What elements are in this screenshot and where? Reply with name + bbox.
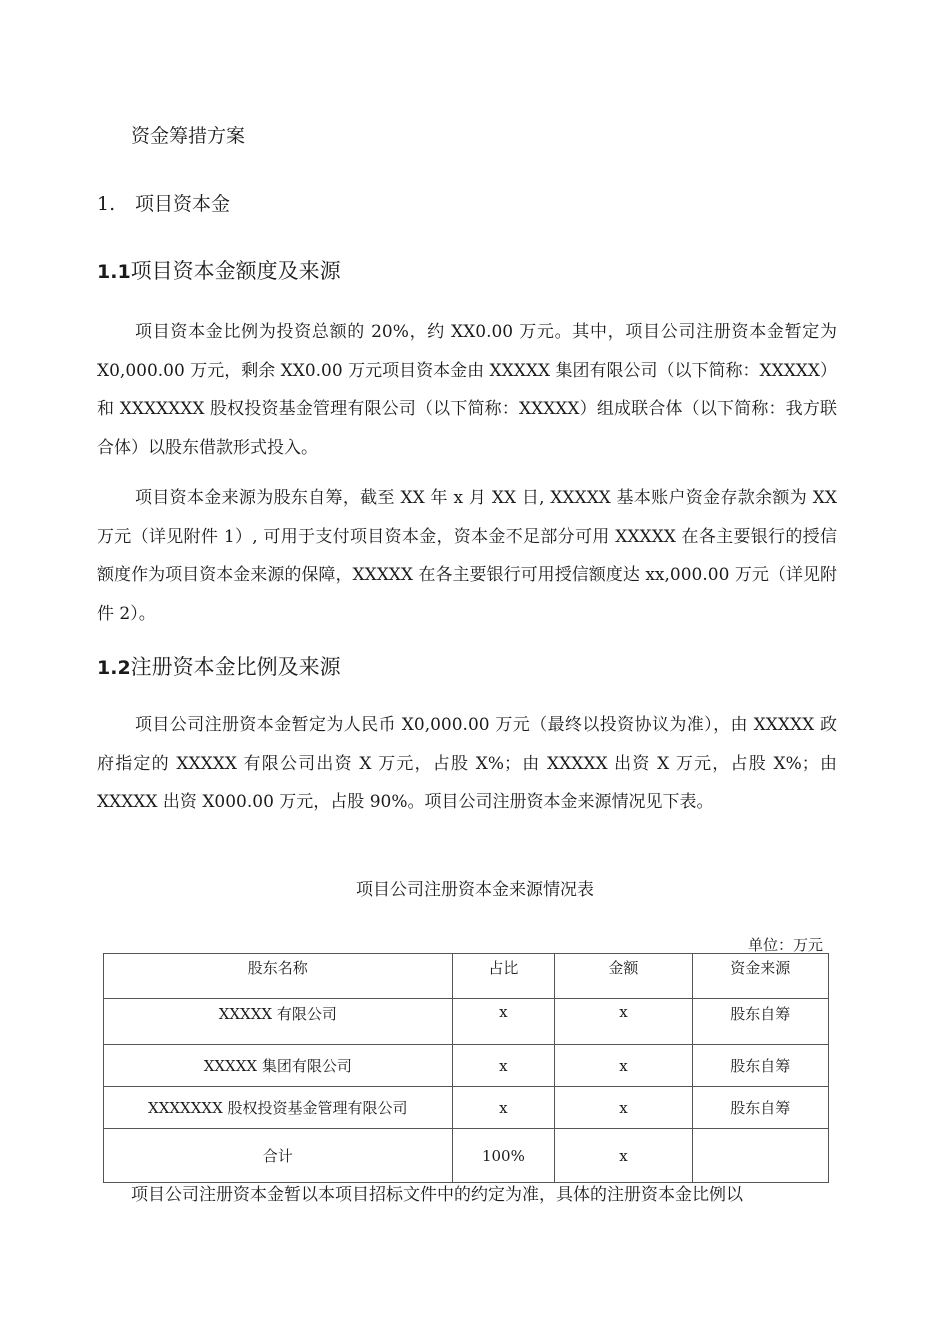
cell-shareholder: XXXXXXX 股权投资基金管理有限公司 (104, 1087, 453, 1129)
cell-total-amount: x (555, 1129, 692, 1183)
table-row (104, 1087, 829, 1129)
capital-source-table (103, 953, 829, 1183)
table-row (104, 1045, 829, 1087)
table-header-row (104, 954, 829, 999)
section-1-1-title: 项目资本金额度及来源 (130, 259, 341, 283)
cell-total-ratio: 100% (452, 1129, 555, 1183)
cell-ratio: x (452, 1045, 555, 1087)
section-1-title: 项目资本金 (135, 193, 231, 215)
section-1-2-heading (97, 651, 341, 681)
header-ratio: 占比 (452, 954, 555, 999)
document-title: 资金筹措方案 (131, 125, 246, 147)
paragraph-registered-capital: 项目公司注册资本金暂定为人民币 X0,000.00 万元（最终以投资协议为准），由 XXXXX 政府指定的 XXXXX 有限公司出资 X 万元，占股 X%；由 XXXXX 出资 X 万元，占股 X%；由 XXXXX 出资 X000.00 万元，占股 90%。项目公司注册资本金来源情况见下表。 (97, 715, 837, 812)
table-total-row (104, 1129, 829, 1183)
cell-ratio: x (452, 999, 555, 1045)
section-1-2-number: 1.2 (97, 657, 131, 679)
cell-total-label: 合计 (104, 1129, 453, 1183)
table-row (104, 999, 829, 1045)
header-shareholder: 股东名称 (104, 954, 453, 999)
section-1-number: 1. (97, 193, 116, 215)
cell-amount: x (555, 999, 692, 1045)
cell-ratio: x (452, 1087, 555, 1129)
cell-amount: x (555, 1087, 692, 1129)
cell-total-source (692, 1129, 828, 1183)
cell-shareholder: XXXXX 集团有限公司 (104, 1045, 453, 1087)
section-1-heading (97, 189, 230, 216)
cell-fund-source: 股东自筹 (692, 1045, 828, 1087)
header-fund-source: 资金来源 (692, 954, 828, 999)
table-title: 项目公司注册资本金来源情况表 (356, 880, 594, 900)
cell-fund-source: 股东自筹 (692, 1087, 828, 1129)
section-1-1-heading (97, 255, 341, 285)
cell-fund-source: 股东自筹 (692, 999, 828, 1045)
cell-amount: x (555, 1045, 692, 1087)
paragraph-capital-source: 项目资本金来源为股东自筹，截至 XX 年 x 月 XX 日, XXXXX 基本账户资金存款余额为 XX 万元（详见附件 1）, 可用于支付项目资本金，资本金不足部分可用 XXXXX 在各主要银行的授信额度作为项目资本金来源的保障，XXXXX 在各主要银行可用授信额度达 xx,000.00 万元（详见附件 2）。 (97, 488, 837, 624)
header-amount: 金额 (555, 954, 692, 999)
paragraph-registered-capital-note: 项目公司注册资本金暂以本项目招标文件中的约定为准，具体的注册资本金比例以 (131, 1185, 743, 1205)
section-1-2-title: 注册资本金比例及来源 (130, 655, 341, 679)
paragraph-capital-ratio: 项目资本金比例为投资总额的 20%，约 XX0.00 万元。其中，项目公司注册资本金暂定为 X0,000.00 万元，剩余 XX0.00 万元项目资本金由 XXXXX 集团有限公司（以下简称：XXXXX）和 XXXXXXX 股权投资基金管理有限公司（以下简称：XXXXX）组成联合体（以下简称：我方联合体）以股东借款形式投入。 (97, 322, 837, 458)
section-1-1-number: 1.1 (97, 261, 131, 283)
cell-shareholder: XXXXX 有限公司 (104, 999, 453, 1045)
table-unit: 单位：万元 (747, 936, 823, 954)
